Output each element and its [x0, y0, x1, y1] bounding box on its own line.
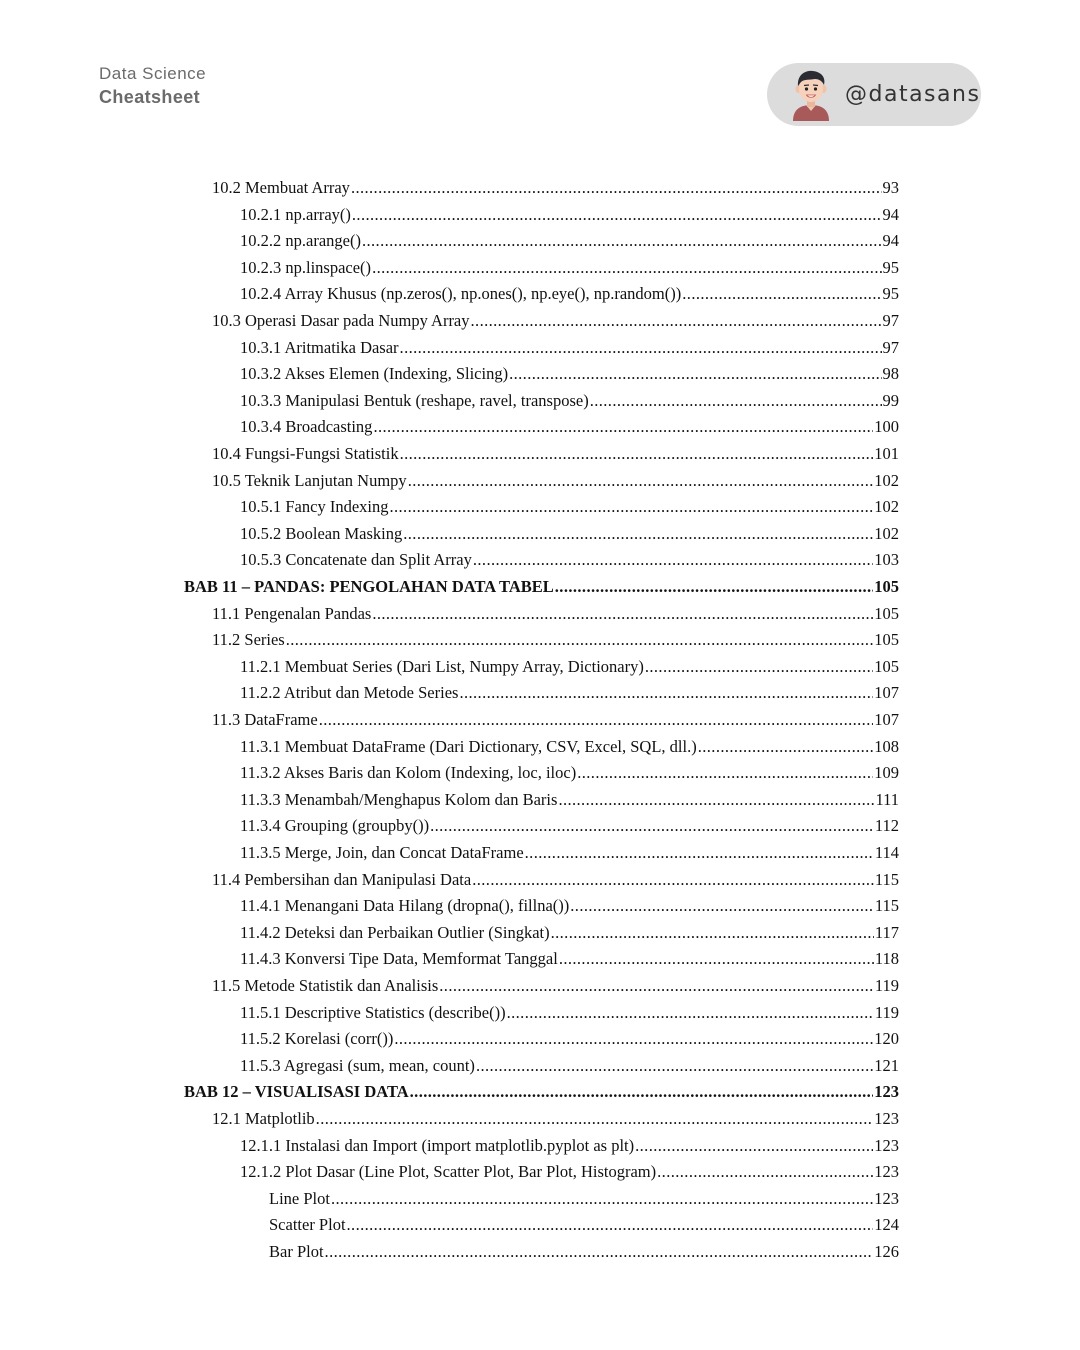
toc-entry	[240, 361, 899, 388]
toc-entry-page: 101	[874, 444, 899, 463]
toc-dot-leader	[373, 414, 873, 441]
toc-dot-leader	[430, 813, 874, 840]
toc-entry	[212, 468, 899, 495]
toc-entry-page: 94	[882, 204, 899, 224]
toc-entry-page: 93	[882, 178, 899, 197]
toc-entry-title: 11.2.2 Atribut dan Metode Series	[240, 683, 459, 703]
toc-entry-page: 112	[874, 816, 899, 836]
toc-entry-title: 11.4 Pembersihan dan Manipulasi Data	[212, 869, 472, 889]
toc-entry-page: 119	[874, 1002, 899, 1022]
toc-dot-leader	[558, 787, 874, 814]
toc-dot-leader	[351, 175, 882, 202]
toc-entry	[240, 228, 899, 255]
toc-entry-page: 102	[874, 523, 899, 543]
toc-entry	[240, 893, 899, 920]
toc-entry	[240, 1159, 899, 1186]
toc-entry-title: 11.4.3 Konversi Tipe Data, Memformat Tanggal	[240, 949, 558, 969]
brand-title: Cheatsheet	[99, 87, 201, 107]
toc-entry-page: 102	[874, 497, 899, 517]
toc-entry	[240, 760, 899, 787]
toc-entry	[212, 867, 899, 894]
toc-entry-page: 94	[882, 231, 899, 251]
toc-dot-leader	[410, 1079, 874, 1106]
toc-entry-title: 10.2.3 np.linspace()	[240, 257, 372, 277]
toc-dot-leader	[577, 760, 873, 787]
toc-entry-page: 100	[874, 417, 899, 437]
toc-entry-page: 107	[874, 683, 899, 703]
toc-entry	[212, 627, 899, 654]
toc-entry-page: 103	[874, 550, 899, 570]
toc-entry-title: 11.3.3 Menambah/Menghapus Kolom dan Baris	[240, 789, 558, 809]
toc-entry-title: 10.3.1 Aritmatika Dasar	[240, 337, 399, 357]
toc-entry-page: 114	[874, 843, 899, 862]
toc-entry-title: 11.3 DataFrame	[212, 710, 318, 729]
toc-entry-page: 95	[882, 257, 899, 277]
toc-entry	[240, 920, 899, 947]
toc-dot-leader	[682, 281, 881, 308]
toc-entry-page: 115	[874, 896, 899, 916]
toc-entry-page: 123	[874, 1109, 899, 1128]
toc-dot-leader	[551, 920, 874, 947]
toc-dot-leader	[362, 228, 882, 255]
toc-entry-title: 10.3.2 Akses Elemen (Indexing, Slicing)	[240, 364, 509, 384]
brand-subtitle: Data Science	[99, 64, 207, 83]
toc-entry-page: 117	[874, 922, 899, 942]
toc-entry-title: BAB 11 – PANDAS: PENGOLAHAN DATA TABEL	[184, 577, 554, 596]
toc-entry-title: 12.1 Matplotlib	[212, 1109, 315, 1128]
toc-dot-leader	[559, 946, 874, 973]
toc-entry-page: 105	[874, 630, 899, 650]
toc-dot-leader	[331, 1186, 873, 1213]
toc-entry	[240, 494, 899, 521]
toc-entry-title: 11.2.1 Membuat Series (Dari List, Numpy Array, Dictionary)	[240, 656, 644, 676]
toc-entry-title: 11.1 Pengenalan Pandas	[212, 603, 372, 623]
toc-chapter-entry	[184, 574, 899, 601]
toc-entry-page: 99	[882, 390, 899, 410]
toc-entry-page: 105	[874, 577, 899, 596]
toc-entry-title: 10.2 Membuat Array	[212, 178, 350, 197]
toc-entry	[212, 308, 899, 335]
toc-entry-page: 118	[874, 949, 899, 969]
toc-dot-leader	[555, 574, 873, 601]
toc-entry	[240, 1133, 899, 1160]
toc-entry	[240, 335, 899, 362]
toc-dot-leader	[657, 1159, 873, 1186]
toc-entry-title: 10.5 Teknik Lanjutan Numpy	[212, 470, 407, 490]
toc-entry-page: 105	[874, 656, 899, 676]
toc-entry-title: 10.2.4 Array Khusus (np.zeros(), np.ones(), np.eye(), np.random())	[240, 284, 682, 304]
toc-entry-page: 108	[874, 736, 899, 756]
toc-dot-leader	[472, 867, 874, 894]
toc-dot-leader	[394, 1026, 873, 1053]
toc-entry-page: 123	[874, 1162, 899, 1182]
toc-dot-leader	[352, 202, 882, 229]
toc-entry	[212, 1106, 899, 1133]
toc-entry	[240, 521, 899, 548]
toc-dot-leader	[389, 494, 873, 521]
toc-entry	[240, 1026, 899, 1053]
toc-entry	[240, 734, 899, 761]
toc-entry-title: 10.3.3 Manipulasi Bentuk (reshape, ravel, transpose)	[240, 390, 589, 410]
toc-entry-page: 123	[874, 1188, 899, 1208]
toc-entry	[240, 547, 899, 574]
toc-dot-leader	[473, 547, 873, 574]
toc-entry	[269, 1212, 899, 1239]
author-handle: @datasans	[845, 82, 981, 107]
toc-dot-leader	[347, 1212, 874, 1239]
toc-dot-leader	[400, 441, 874, 468]
toc-dot-leader	[400, 335, 882, 362]
toc-dot-leader	[459, 680, 873, 707]
brand-block	[99, 62, 206, 109]
toc-entry-page: 105	[874, 603, 899, 623]
toc-dot-leader	[635, 1133, 873, 1160]
toc-entry-title: 12.1.2 Plot Dasar (Line Plot, Scatter Plot, Bar Plot, Histogram)	[240, 1162, 657, 1182]
toc-dot-leader	[698, 734, 874, 761]
toc-dot-leader	[319, 707, 874, 734]
author-handle-badge	[767, 63, 981, 126]
toc-entry-title: 10.5.1 Fancy Indexing	[240, 497, 389, 517]
toc-dot-leader	[316, 1106, 874, 1133]
toc-entry-title: 10.5.2 Boolean Masking	[240, 523, 403, 543]
toc-dot-leader	[507, 1000, 874, 1027]
toc-entry-title: 11.4.2 Deteksi dan Perbaikan Outlier (Singkat)	[240, 922, 550, 942]
toc-entry-page: 124	[874, 1215, 899, 1235]
toc-chapter-entry	[184, 1079, 899, 1106]
toc-entry-title: 10.3.4 Broadcasting	[240, 417, 373, 437]
toc-entry-page: 120	[874, 1029, 899, 1049]
toc-entry-page: 123	[874, 1135, 899, 1155]
toc-entry	[212, 441, 899, 468]
avatar-icon	[789, 69, 833, 121]
toc-entry	[240, 946, 899, 973]
toc-dot-leader	[403, 521, 873, 548]
toc-dot-leader	[570, 893, 874, 920]
toc-entry	[240, 1000, 899, 1027]
toc-entry-title: 11.5.1 Descriptive Statistics (describe())	[240, 1002, 506, 1022]
toc-dot-leader	[476, 1053, 873, 1080]
toc-entry	[240, 414, 899, 441]
toc-entry-title: Line Plot	[269, 1188, 330, 1208]
toc-entry-title: 11.4.1 Menangani Data Hilang (dropna(), fillna())	[240, 896, 570, 916]
toc-entry-title: 11.3.4 Grouping (groupby())	[240, 816, 430, 836]
toc-entry	[212, 601, 899, 628]
toc-entry-title: 11.5.2 Korelasi (corr())	[240, 1029, 394, 1049]
toc-entry	[269, 1186, 899, 1213]
toc-entry	[212, 973, 899, 1000]
toc-entry-page: 123	[874, 1082, 899, 1102]
toc-entry-page: 102	[874, 470, 899, 490]
toc-entry	[269, 1239, 899, 1266]
toc-entry-title: BAB 12 – VISUALISASI DATA	[184, 1082, 409, 1102]
toc-dot-leader	[286, 627, 874, 654]
toc-entry-title: 10.2.2 np.arange()	[240, 231, 361, 251]
toc-entry-title: 11.3.2 Akses Baris dan Kolom (Indexing, loc, iloc)	[240, 763, 577, 783]
toc-entry-title: 11.2 Series	[212, 630, 285, 650]
toc-entry	[212, 707, 899, 734]
toc-dot-leader	[325, 1239, 874, 1266]
toc-entry	[240, 787, 899, 814]
toc-entry	[240, 281, 899, 308]
toc-entry	[240, 840, 899, 867]
toc-entry	[240, 813, 899, 840]
toc-dot-leader	[372, 601, 873, 628]
toc-entry-page: 107	[874, 710, 899, 729]
toc-entry-title: 11.3.5 Merge, Join, dan Concat DataFrame	[240, 843, 524, 862]
toc-entry-page: 109	[874, 763, 899, 783]
toc-entry-title: 10.5.3 Concatenate dan Split Array	[240, 550, 472, 570]
toc-entry-page: 97	[882, 311, 899, 330]
toc-entry-page: 121	[874, 1055, 899, 1075]
toc-entry	[240, 1053, 899, 1080]
toc-dot-leader	[372, 255, 881, 282]
toc-entry-title: 10.4 Fungsi-Fungsi Statistik	[212, 444, 399, 463]
toc-dot-leader	[645, 654, 873, 681]
toc-entry-page: 95	[882, 284, 899, 304]
toc-entry-title: 11.3.1 Membuat DataFrame (Dari Dictionary, CSV, Excel, SQL, dll.)	[240, 736, 697, 756]
toc-entry	[240, 680, 899, 707]
toc-entry	[212, 175, 899, 202]
toc-entry	[240, 654, 899, 681]
toc-dot-leader	[408, 468, 874, 495]
toc-dot-leader	[439, 973, 874, 1000]
toc-dot-leader	[509, 361, 881, 388]
toc-dot-leader	[525, 840, 874, 867]
toc-entry-page: 126	[874, 1242, 899, 1261]
toc-entry-title: 11.5.3 Agregasi (sum, mean, count)	[240, 1055, 475, 1075]
toc-entry-page: 97	[882, 337, 899, 357]
toc-entry	[240, 255, 899, 282]
toc-entry-page: 111	[875, 789, 899, 809]
toc-entry-title: 12.1.1 Instalasi dan Import (import matplotlib.pyplot as plt)	[240, 1135, 635, 1155]
toc-entry-title: Scatter Plot	[269, 1215, 346, 1235]
toc-entry-title: 11.5 Metode Statistik dan Analisis	[212, 976, 439, 995]
toc-entry	[240, 388, 899, 415]
toc-entry-page: 98	[882, 364, 899, 384]
toc-entry-page: 119	[874, 976, 899, 995]
toc-entry-title: 10.3 Operasi Dasar pada Numpy Array	[212, 311, 470, 330]
toc-entry	[240, 202, 899, 229]
toc-dot-leader	[590, 388, 882, 415]
toc-entry-title: Bar Plot	[269, 1242, 324, 1261]
toc-entry-page: 115	[874, 869, 899, 889]
toc-entry-title: 10.2.1 np.array()	[240, 204, 351, 224]
toc-dot-leader	[471, 308, 882, 335]
